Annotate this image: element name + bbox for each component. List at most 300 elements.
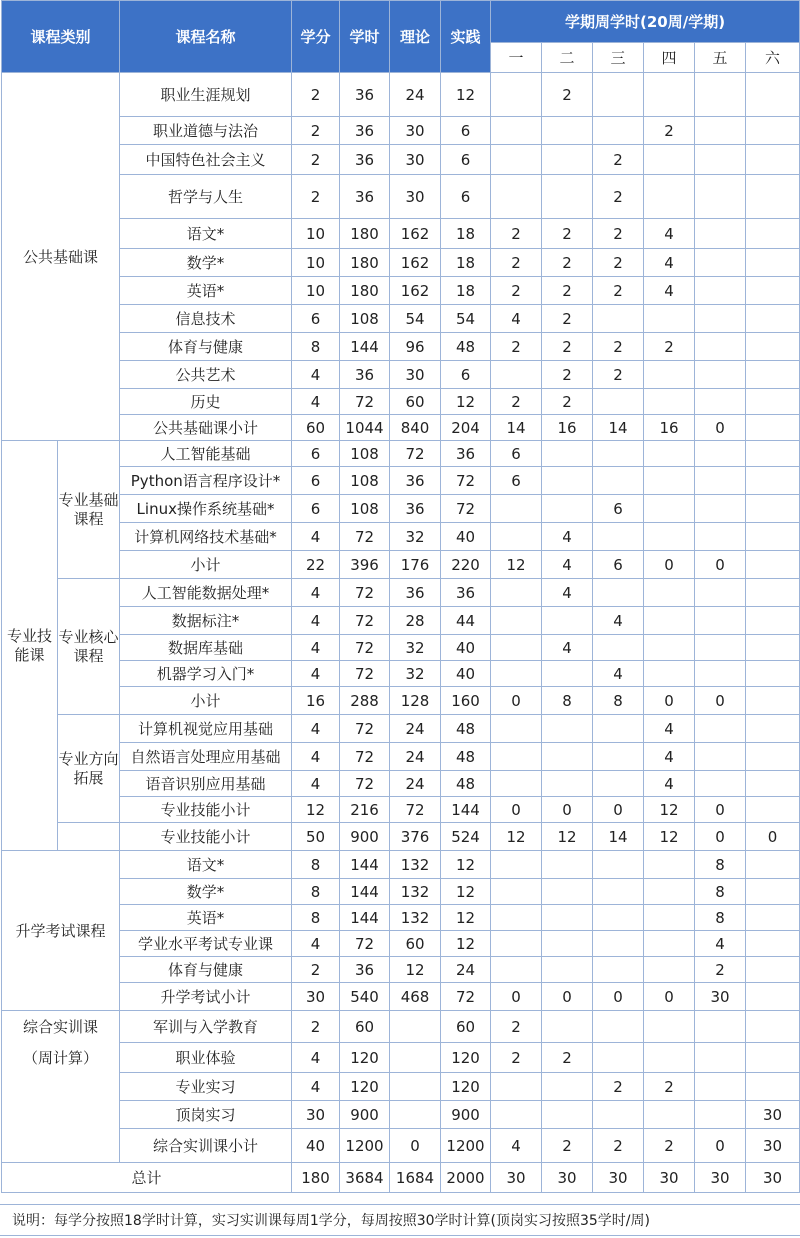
footnote: 说明：每学分按照18学时计算，实习实训课每周1学分，每周按照30学时计算(顶岗实习按照35学时/周) <box>0 1204 800 1236</box>
semester-3-cell <box>593 879 644 905</box>
semester-3-cell <box>593 771 644 797</box>
course-name-cell: 信息技术 <box>120 305 292 333</box>
credit-cell: 2 <box>292 145 340 175</box>
table-row <box>2 551 800 579</box>
credit-cell: 8 <box>292 905 340 931</box>
semester-3-cell <box>593 905 644 931</box>
semester-4-cell: 2 <box>644 1129 695 1163</box>
semester-6-cell <box>746 851 800 879</box>
credit-cell: 4 <box>292 1073 340 1101</box>
semester-6-cell: 30 <box>746 1129 800 1163</box>
credit-cell: 10 <box>292 249 340 277</box>
semester-6-cell <box>746 305 800 333</box>
hours-cell: 288 <box>340 687 390 715</box>
semester-2-cell <box>542 715 593 743</box>
semester-5-cell <box>695 175 746 219</box>
semester-1-cell: 12 <box>491 551 542 579</box>
theory-cell: 0 <box>390 1129 441 1163</box>
credit-cell: 6 <box>292 441 340 467</box>
semester-2-cell <box>542 957 593 983</box>
semester-2-cell: 4 <box>542 551 593 579</box>
semester-3-cell <box>593 117 644 145</box>
table-row <box>2 117 800 145</box>
practice-cell: 12 <box>441 73 491 117</box>
semester-3-cell <box>593 305 644 333</box>
course-name-cell: 语音识别应用基础 <box>120 771 292 797</box>
hours-cell: 72 <box>340 579 390 607</box>
credit-cell: 4 <box>292 579 340 607</box>
semester-3-cell: 4 <box>593 607 644 635</box>
theory-cell: 12 <box>390 957 441 983</box>
semester-6-cell <box>746 1011 800 1043</box>
semester-1-cell <box>491 607 542 635</box>
semester-1-cell <box>491 495 542 523</box>
semester-2-cell: 0 <box>542 983 593 1011</box>
semester-4-cell <box>644 879 695 905</box>
semester-3-cell: 0 <box>593 983 644 1011</box>
semester-5-cell <box>695 743 746 771</box>
semester-2-cell: 16 <box>542 415 593 441</box>
semester-6-cell <box>746 277 800 305</box>
semester-6-cell <box>746 743 800 771</box>
semester-6-cell <box>746 361 800 389</box>
semester-4-cell <box>644 1043 695 1073</box>
table-row <box>2 415 800 441</box>
semester-2-cell <box>542 441 593 467</box>
header-category: 课程类别 <box>2 1 120 73</box>
table-row <box>2 983 800 1011</box>
practice-cell: 24 <box>441 957 491 983</box>
semester-6-cell <box>746 551 800 579</box>
semester-5-cell: 0 <box>695 1129 746 1163</box>
semester-2-cell: 2 <box>542 333 593 361</box>
practice-cell: 40 <box>441 523 491 551</box>
hours-cell: 72 <box>340 771 390 797</box>
theory-cell <box>390 1073 441 1101</box>
hours-cell: 36 <box>340 957 390 983</box>
semester-5-cell: 2 <box>695 957 746 983</box>
course-name-cell: 顶岗实习 <box>120 1101 292 1129</box>
category-training: 综合实训课 <box>2 1011 120 1043</box>
semester-1-cell: 14 <box>491 415 542 441</box>
header-course-name: 课程名称 <box>120 1 292 73</box>
semester-5-cell <box>695 249 746 277</box>
practice-cell: 40 <box>441 661 491 687</box>
credit-cell: 22 <box>292 551 340 579</box>
semester-1-cell <box>491 1073 542 1101</box>
semester-4-cell <box>644 467 695 495</box>
theory-cell: 32 <box>390 635 441 661</box>
semester-4-cell <box>644 389 695 415</box>
header-theory: 理论 <box>390 1 441 73</box>
semester-4-cell: 0 <box>644 983 695 1011</box>
semester-4-cell: 12 <box>644 823 695 851</box>
semester-3-cell: 6 <box>593 495 644 523</box>
semester-4-cell: 2 <box>644 117 695 145</box>
semester-6-cell <box>746 687 800 715</box>
semester-6-cell <box>746 1073 800 1101</box>
hours-cell: 900 <box>340 1101 390 1129</box>
credit-cell: 10 <box>292 277 340 305</box>
practice-cell: 12 <box>441 931 491 957</box>
semester-2-cell: 8 <box>542 687 593 715</box>
table-row <box>2 661 800 687</box>
practice-cell: 12 <box>441 389 491 415</box>
hours-cell: 144 <box>340 333 390 361</box>
semester-5-cell: 30 <box>695 983 746 1011</box>
semester-2-cell <box>542 117 593 145</box>
semester-4-cell <box>644 905 695 931</box>
semester-5-cell <box>695 441 746 467</box>
course-name-cell: 专业实习 <box>120 1073 292 1101</box>
hours-cell: 180 <box>340 277 390 305</box>
table-row <box>2 249 800 277</box>
course-name-cell: Linux操作系统基础* <box>120 495 292 523</box>
semester-1-cell: 6 <box>491 467 542 495</box>
semester-1-cell: 6 <box>491 441 542 467</box>
semester-3-cell <box>593 957 644 983</box>
semester-4-cell <box>644 1011 695 1043</box>
practice-cell: 220 <box>441 551 491 579</box>
table-row <box>2 1129 800 1163</box>
semester-6-cell: 0 <box>746 823 800 851</box>
table-row <box>2 73 800 117</box>
course-name-cell: 历史 <box>120 389 292 415</box>
category-training: （周计算） <box>2 1043 120 1073</box>
hours-cell: 36 <box>340 145 390 175</box>
hours-cell: 144 <box>340 879 390 905</box>
semester-5-cell: 30 <box>695 1163 746 1193</box>
semester-3-cell: 2 <box>593 219 644 249</box>
semester-6-cell <box>746 495 800 523</box>
semester-3-cell: 2 <box>593 175 644 219</box>
semester-2-cell <box>542 175 593 219</box>
semester-2-cell: 2 <box>542 1043 593 1073</box>
credit-cell: 16 <box>292 687 340 715</box>
hours-cell: 72 <box>340 661 390 687</box>
practice-cell: 18 <box>441 219 491 249</box>
practice-cell: 18 <box>441 277 491 305</box>
semester-2-cell: 2 <box>542 305 593 333</box>
credit-cell: 40 <box>292 1129 340 1163</box>
table-row <box>2 467 800 495</box>
credit-cell: 2 <box>292 1011 340 1043</box>
practice-cell: 48 <box>441 743 491 771</box>
table-row <box>2 305 800 333</box>
credit-cell: 2 <box>292 957 340 983</box>
hours-cell: 144 <box>340 851 390 879</box>
practice-cell: 54 <box>441 305 491 333</box>
credit-cell: 2 <box>292 73 340 117</box>
credit-cell: 4 <box>292 743 340 771</box>
practice-cell: 48 <box>441 715 491 743</box>
table-row <box>2 1043 800 1073</box>
semester-5-cell <box>695 73 746 117</box>
semester-6-cell <box>746 931 800 957</box>
credit-cell: 4 <box>292 715 340 743</box>
practice-cell: 6 <box>441 175 491 219</box>
semester-1-cell: 4 <box>491 305 542 333</box>
semester-4-cell <box>644 579 695 607</box>
theory-cell <box>390 1011 441 1043</box>
semester-5-cell <box>695 277 746 305</box>
practice-cell: 36 <box>441 579 491 607</box>
semester-6-cell: 30 <box>746 1163 800 1193</box>
semester-1-cell <box>491 743 542 771</box>
semester-5-cell: 8 <box>695 905 746 931</box>
semester-2-cell: 2 <box>542 277 593 305</box>
subcategory-group: 专业方向拓展 <box>58 715 120 823</box>
hours-cell: 36 <box>340 175 390 219</box>
theory-cell: 176 <box>390 551 441 579</box>
semester-6-cell <box>746 333 800 361</box>
subcategory-group: 专业核心课程 <box>58 579 120 715</box>
semester-5-cell <box>695 661 746 687</box>
practice-cell: 204 <box>441 415 491 441</box>
credit-cell: 8 <box>292 851 340 879</box>
semester-4-cell <box>644 607 695 635</box>
practice-cell: 12 <box>441 905 491 931</box>
hours-cell: 120 <box>340 1073 390 1101</box>
semester-2-cell <box>542 661 593 687</box>
semester-2-cell: 2 <box>542 73 593 117</box>
semester-2-cell: 4 <box>542 635 593 661</box>
semester-1-cell: 2 <box>491 249 542 277</box>
semester-2-cell <box>542 467 593 495</box>
credit-cell: 4 <box>292 607 340 635</box>
practice-cell: 160 <box>441 687 491 715</box>
course-name-cell: 机器学习入门* <box>120 661 292 687</box>
semester-6-cell <box>746 175 800 219</box>
semester-3-cell <box>593 579 644 607</box>
semester-3-cell <box>593 73 644 117</box>
practice-cell: 120 <box>441 1073 491 1101</box>
course-name-cell: 体育与健康 <box>120 333 292 361</box>
semester-4-cell <box>644 957 695 983</box>
semester-2-cell: 2 <box>542 219 593 249</box>
semester-3-cell: 2 <box>593 1129 644 1163</box>
theory-cell: 128 <box>390 687 441 715</box>
course-name-cell: 语文* <box>120 219 292 249</box>
subcategory-blank <box>58 823 120 851</box>
practice-cell: 2000 <box>441 1163 491 1193</box>
table-row <box>2 1073 800 1101</box>
table-row <box>2 389 800 415</box>
semester-6-cell <box>746 441 800 467</box>
course-name-cell: 数据库基础 <box>120 635 292 661</box>
curriculum-table <box>1 0 800 1193</box>
hours-cell: 72 <box>340 635 390 661</box>
semester-2-cell: 12 <box>542 823 593 851</box>
semester-1-cell: 0 <box>491 797 542 823</box>
credit-cell: 30 <box>292 983 340 1011</box>
category-skills: 专业技能课 <box>2 441 58 851</box>
header-credit: 学分 <box>292 1 340 73</box>
header-semester-1: 一 <box>491 43 542 73</box>
practice-cell: 40 <box>441 635 491 661</box>
theory-cell: 72 <box>390 441 441 467</box>
semester-3-cell: 14 <box>593 823 644 851</box>
semester-5-cell <box>695 607 746 635</box>
semester-6-cell <box>746 145 800 175</box>
semester-1-cell <box>491 715 542 743</box>
semester-1-cell: 0 <box>491 687 542 715</box>
semester-2-cell: 2 <box>542 361 593 389</box>
header-semester-3: 三 <box>593 43 644 73</box>
semester-1-cell <box>491 523 542 551</box>
semester-6-cell <box>746 635 800 661</box>
credit-cell: 60 <box>292 415 340 441</box>
theory-cell: 840 <box>390 415 441 441</box>
theory-cell: 162 <box>390 249 441 277</box>
semester-5-cell <box>695 495 746 523</box>
practice-cell: 144 <box>441 797 491 823</box>
hours-cell: 1044 <box>340 415 390 441</box>
theory-cell: 32 <box>390 523 441 551</box>
semester-5-cell: 0 <box>695 687 746 715</box>
semester-4-cell: 4 <box>644 743 695 771</box>
semester-4-cell: 12 <box>644 797 695 823</box>
semester-2-cell <box>542 1101 593 1129</box>
semester-3-cell <box>593 851 644 879</box>
semester-1-cell: 30 <box>491 1163 542 1193</box>
course-name-cell: 人工智能数据处理* <box>120 579 292 607</box>
semester-4-cell <box>644 1101 695 1129</box>
semester-5-cell: 0 <box>695 551 746 579</box>
hours-cell: 900 <box>340 823 390 851</box>
semester-3-cell <box>593 389 644 415</box>
category-training <box>2 1101 120 1129</box>
semester-3-cell <box>593 715 644 743</box>
course-name-cell: 公共基础课小计 <box>120 415 292 441</box>
course-name-cell: 升学考试小计 <box>120 983 292 1011</box>
table-row <box>2 145 800 175</box>
hours-cell: 108 <box>340 441 390 467</box>
semester-3-cell <box>593 1101 644 1129</box>
semester-6-cell <box>746 771 800 797</box>
semester-6-cell: 30 <box>746 1101 800 1129</box>
table-row <box>2 823 800 851</box>
semester-2-cell <box>542 905 593 931</box>
theory-cell: 30 <box>390 175 441 219</box>
hours-cell: 180 <box>340 249 390 277</box>
semester-2-cell: 2 <box>542 389 593 415</box>
semester-3-cell <box>593 441 644 467</box>
theory-cell: 132 <box>390 879 441 905</box>
hours-cell: 144 <box>340 905 390 931</box>
table-row <box>2 687 800 715</box>
semester-1-cell <box>491 879 542 905</box>
semester-4-cell: 16 <box>644 415 695 441</box>
semester-1-cell: 2 <box>491 389 542 415</box>
semester-1-cell <box>491 145 542 175</box>
table-row <box>2 361 800 389</box>
course-name-cell: 小计 <box>120 551 292 579</box>
course-name-cell: 军训与入学教育 <box>120 1011 292 1043</box>
semester-4-cell <box>644 305 695 333</box>
practice-cell: 12 <box>441 851 491 879</box>
semester-5-cell <box>695 579 746 607</box>
semester-4-cell <box>644 851 695 879</box>
semester-3-cell <box>593 1043 644 1073</box>
semester-6-cell <box>746 983 800 1011</box>
theory-cell: 36 <box>390 467 441 495</box>
semester-4-cell: 4 <box>644 277 695 305</box>
hours-cell: 108 <box>340 467 390 495</box>
theory-cell: 60 <box>390 389 441 415</box>
practice-cell: 6 <box>441 117 491 145</box>
course-name-cell: 专业技能小计 <box>120 797 292 823</box>
course-name-cell: 中国特色社会主义 <box>120 145 292 175</box>
semester-3-cell <box>593 1011 644 1043</box>
theory-cell: 30 <box>390 145 441 175</box>
semester-3-cell <box>593 931 644 957</box>
theory-cell <box>390 1043 441 1073</box>
header-semester-5: 五 <box>695 43 746 73</box>
practice-cell: 18 <box>441 249 491 277</box>
semester-1-cell <box>491 73 542 117</box>
practice-cell: 6 <box>441 361 491 389</box>
course-name-cell: 语文* <box>120 851 292 879</box>
hours-cell: 36 <box>340 117 390 145</box>
semester-4-cell <box>644 145 695 175</box>
semester-3-cell <box>593 635 644 661</box>
practice-cell: 36 <box>441 441 491 467</box>
semester-2-cell: 2 <box>542 1129 593 1163</box>
semester-6-cell <box>746 467 800 495</box>
semester-1-cell: 12 <box>491 823 542 851</box>
theory-cell: 36 <box>390 579 441 607</box>
table-row <box>2 523 800 551</box>
table-row <box>2 715 800 743</box>
table-row <box>2 441 800 467</box>
semester-6-cell <box>746 117 800 145</box>
semester-5-cell <box>695 389 746 415</box>
table-row <box>2 495 800 523</box>
theory-cell: 60 <box>390 931 441 957</box>
semester-6-cell <box>746 73 800 117</box>
hours-cell: 1200 <box>340 1129 390 1163</box>
hours-cell: 72 <box>340 931 390 957</box>
category-public: 公共基础课 <box>2 73 120 441</box>
credit-cell: 4 <box>292 771 340 797</box>
course-name-cell: 体育与健康 <box>120 957 292 983</box>
semester-4-cell: 4 <box>644 771 695 797</box>
table-row <box>2 931 800 957</box>
semester-6-cell <box>746 715 800 743</box>
semester-5-cell: 4 <box>695 931 746 957</box>
semester-1-cell: 2 <box>491 1043 542 1073</box>
credit-cell: 12 <box>292 797 340 823</box>
theory-cell: 162 <box>390 219 441 249</box>
semester-2-cell <box>542 743 593 771</box>
table-row <box>2 333 800 361</box>
semester-5-cell <box>695 145 746 175</box>
semester-3-cell <box>593 743 644 771</box>
semester-5-cell <box>695 467 746 495</box>
header-semester-2: 二 <box>542 43 593 73</box>
semester-2-cell <box>542 851 593 879</box>
semester-4-cell: 2 <box>644 333 695 361</box>
semester-6-cell <box>746 1043 800 1073</box>
semester-1-cell <box>491 1101 542 1129</box>
credit-cell: 6 <box>292 467 340 495</box>
semester-5-cell <box>695 771 746 797</box>
semester-3-cell: 2 <box>593 249 644 277</box>
semester-6-cell <box>746 905 800 931</box>
semester-5-cell <box>695 1073 746 1101</box>
total-label-cell: 总计 <box>2 1163 292 1193</box>
